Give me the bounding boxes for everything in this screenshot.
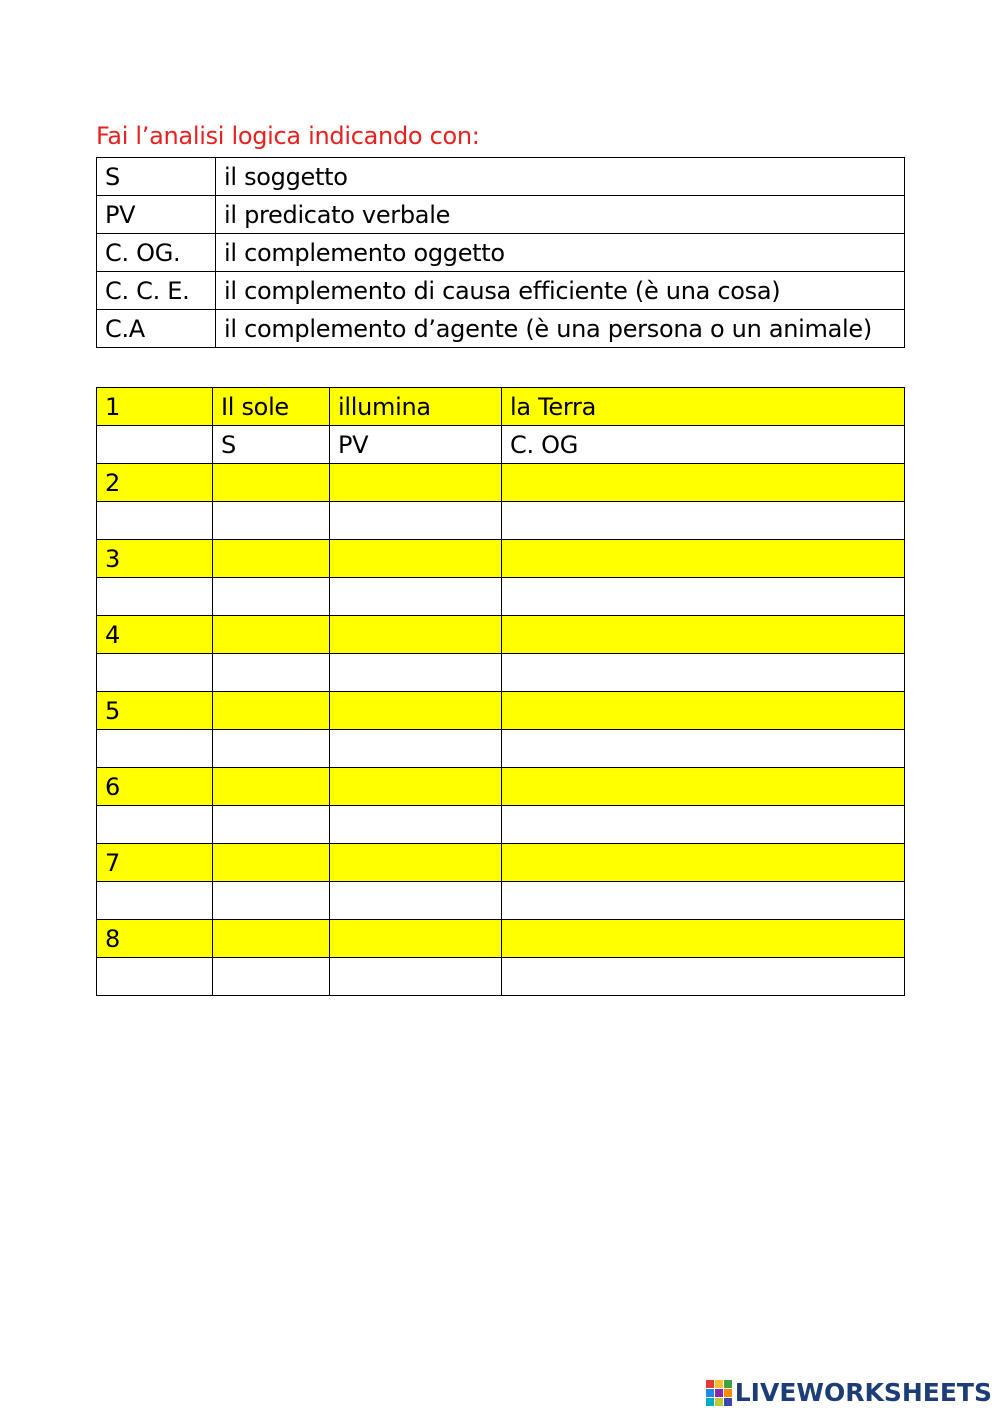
- analysis-row: [97, 654, 905, 692]
- analysis-number-cell[interactable]: [97, 958, 213, 996]
- sentence-word-1-cell[interactable]: [213, 920, 330, 958]
- analysis-word-1-cell[interactable]: [213, 730, 330, 768]
- logo-square: [706, 1389, 714, 1397]
- sentence-number-cell: 2: [97, 464, 213, 502]
- analysis-word-2-cell[interactable]: [330, 654, 502, 692]
- logo-square: [715, 1389, 723, 1397]
- sentence-number-cell: 4: [97, 616, 213, 654]
- sentence-word-3-cell[interactable]: [502, 464, 905, 502]
- analysis-word-1-cell[interactable]: [213, 502, 330, 540]
- sentence-row: [97, 844, 905, 882]
- analysis-word-1-cell[interactable]: [213, 806, 330, 844]
- sentence-word-3-cell[interactable]: [502, 844, 905, 882]
- sentence-word-2-cell[interactable]: [330, 616, 502, 654]
- analysis-number-cell[interactable]: [97, 730, 213, 768]
- sentence-number-cell: 6: [97, 768, 213, 806]
- sentence-number-cell: 1: [97, 388, 213, 426]
- analysis-word-3-cell[interactable]: [502, 806, 905, 844]
- sentence-row: [97, 692, 905, 730]
- sentence-word-2-cell[interactable]: [330, 464, 502, 502]
- sentence-word-3-cell[interactable]: [502, 920, 905, 958]
- legend-row: [97, 196, 905, 234]
- analysis-number-cell[interactable]: [97, 882, 213, 920]
- legend-row: [97, 234, 905, 272]
- analysis-number-cell[interactable]: [97, 806, 213, 844]
- analysis-word-3-cell[interactable]: [502, 578, 905, 616]
- exercise-table: [96, 387, 905, 996]
- legend-meaning: il complemento d’agente (è una persona o un animale): [216, 310, 905, 348]
- sentence-word-3-cell[interactable]: [502, 540, 905, 578]
- liveworksheets-logo-icon: [706, 1380, 732, 1406]
- sentence-number-cell: 7: [97, 844, 213, 882]
- analysis-row: [97, 730, 905, 768]
- analysis-word-3-cell[interactable]: [502, 730, 905, 768]
- sentence-row: [97, 920, 905, 958]
- footer-brand: [706, 1378, 992, 1407]
- analysis-word-3-cell[interactable]: [502, 654, 905, 692]
- analysis-word-2-cell[interactable]: [330, 806, 502, 844]
- worksheet-title: Fai l’analisi logica indicando con:: [96, 122, 480, 150]
- legend-meaning: il soggetto: [216, 158, 905, 196]
- sentence-word-2-cell[interactable]: [330, 540, 502, 578]
- analysis-row: [97, 806, 905, 844]
- sentence-word-2-cell[interactable]: [330, 692, 502, 730]
- sentence-row: [97, 540, 905, 578]
- analysis-word-2-cell[interactable]: [330, 502, 502, 540]
- sentence-word-1-cell[interactable]: [213, 692, 330, 730]
- logo-square: [724, 1380, 732, 1388]
- analysis-number-cell[interactable]: [97, 426, 213, 464]
- analysis-word-3-cell[interactable]: [502, 882, 905, 920]
- sentence-word-1-cell[interactable]: [213, 540, 330, 578]
- legend-code: C. C. E.: [97, 272, 216, 310]
- analysis-row: [97, 426, 905, 464]
- logo-square: [724, 1398, 732, 1406]
- legend-table: [96, 157, 905, 348]
- sentence-row: [97, 616, 905, 654]
- analysis-word-2-cell[interactable]: [330, 882, 502, 920]
- sentence-word-3-cell[interactable]: [502, 616, 905, 654]
- legend-code: PV: [97, 196, 216, 234]
- sentence-word-3-cell: la Terra: [502, 388, 905, 426]
- analysis-word-2-cell[interactable]: [330, 730, 502, 768]
- analysis-number-cell[interactable]: [97, 502, 213, 540]
- analysis-word-3-cell[interactable]: [502, 958, 905, 996]
- logo-square: [715, 1380, 723, 1388]
- legend-meaning: il predicato verbale: [216, 196, 905, 234]
- legend-meaning: il complemento oggetto: [216, 234, 905, 272]
- brand-name: LIVEWORKSHEETS: [734, 1378, 992, 1407]
- sentence-word-2-cell[interactable]: [330, 844, 502, 882]
- legend-meaning: il complemento di causa efficiente (è una cosa): [216, 272, 905, 310]
- sentence-word-1-cell[interactable]: [213, 844, 330, 882]
- legend-code: C.A: [97, 310, 216, 348]
- legend-row: [97, 272, 905, 310]
- analysis-number-cell[interactable]: [97, 654, 213, 692]
- logo-square: [706, 1380, 714, 1388]
- sentence-word-1-cell: Il sole: [213, 388, 330, 426]
- legend-code: S: [97, 158, 216, 196]
- sentence-word-1-cell[interactable]: [213, 768, 330, 806]
- logo-square: [706, 1398, 714, 1406]
- legend-row: [97, 310, 905, 348]
- sentence-number-cell: 5: [97, 692, 213, 730]
- analysis-word-2-cell[interactable]: [330, 958, 502, 996]
- analysis-word-2-cell[interactable]: [330, 578, 502, 616]
- analysis-word-1-cell: S: [213, 426, 330, 464]
- analysis-row: [97, 958, 905, 996]
- sentence-word-3-cell[interactable]: [502, 768, 905, 806]
- analysis-number-cell[interactable]: [97, 578, 213, 616]
- sentence-number-cell: 8: [97, 920, 213, 958]
- analysis-row: [97, 578, 905, 616]
- sentence-number-cell: 3: [97, 540, 213, 578]
- analysis-word-1-cell[interactable]: [213, 958, 330, 996]
- analysis-word-1-cell[interactable]: [213, 578, 330, 616]
- logo-square: [715, 1398, 723, 1406]
- analysis-word-1-cell[interactable]: [213, 882, 330, 920]
- analysis-word-1-cell[interactable]: [213, 654, 330, 692]
- sentence-word-2-cell[interactable]: [330, 920, 502, 958]
- legend-code: C. OG.: [97, 234, 216, 272]
- sentence-word-2-cell: illumina: [330, 388, 502, 426]
- sentence-row: [97, 768, 905, 806]
- sentence-word-2-cell[interactable]: [330, 768, 502, 806]
- analysis-row: [97, 882, 905, 920]
- legend-row: [97, 158, 905, 196]
- analysis-row: [97, 502, 905, 540]
- logo-square: [724, 1389, 732, 1397]
- sentence-word-3-cell[interactable]: [502, 692, 905, 730]
- sentence-row: [97, 464, 905, 502]
- sentence-word-1-cell[interactable]: [213, 464, 330, 502]
- sentence-row: [97, 388, 905, 426]
- sentence-word-1-cell[interactable]: [213, 616, 330, 654]
- analysis-word-2-cell: PV: [330, 426, 502, 464]
- analysis-word-3-cell: C. OG: [502, 426, 905, 464]
- analysis-word-3-cell[interactable]: [502, 502, 905, 540]
